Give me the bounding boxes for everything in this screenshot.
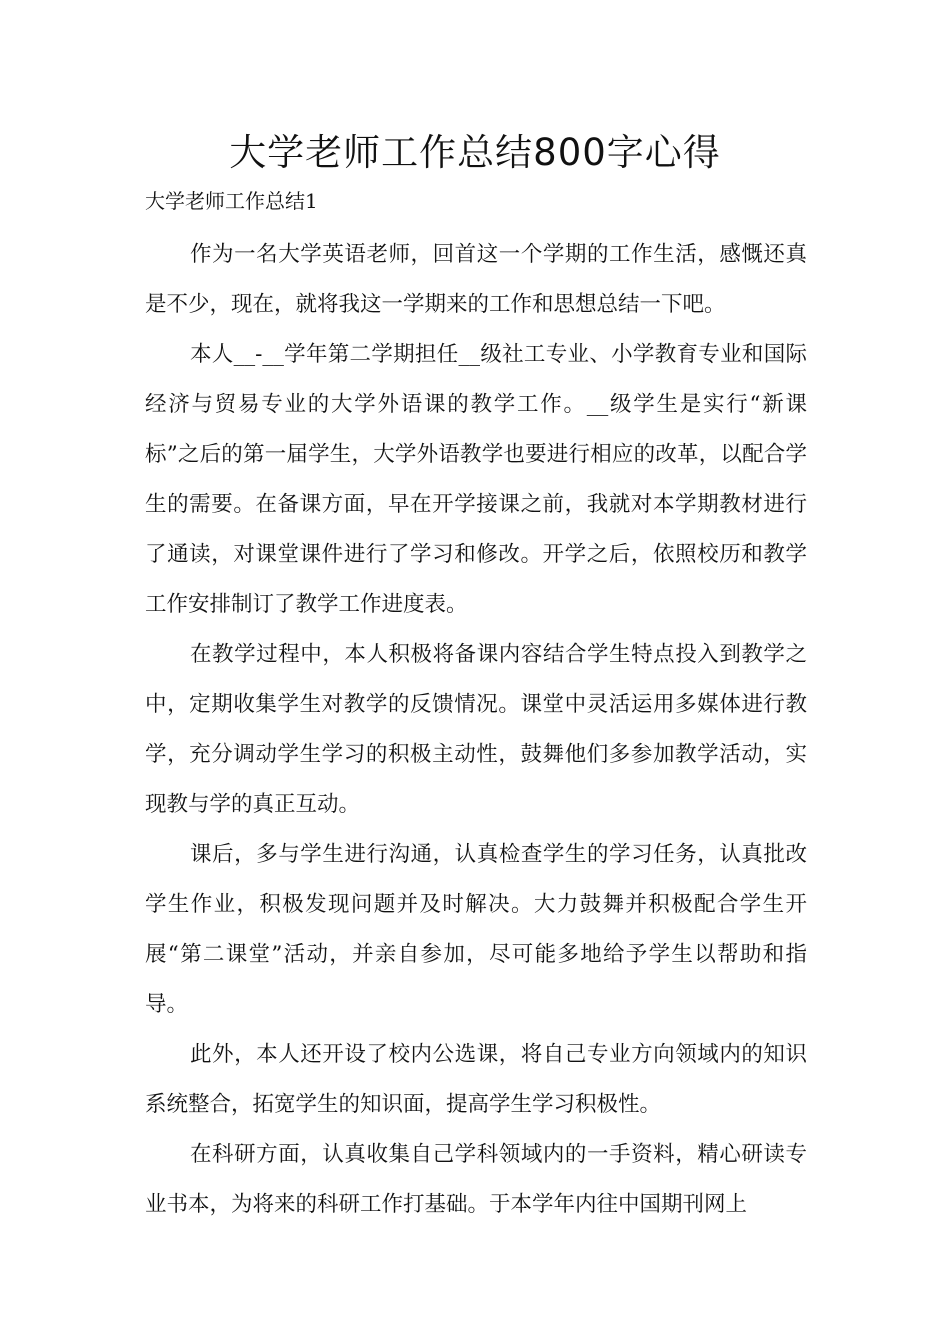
paragraph: 此外，本人还开设了校内公选课，将自己专业方向领域内的知识系统整合，拓宽学生的知识面，提高学生学习积极性。 <box>145 1042 807 1117</box>
paragraph: 本人__-__学年第二学期担任__级社工专业、小学教育专业和国际经济与贸易专业的大学外语课的教学工作。__级学生是实行“新课标”之后的第一届学生，大学外语教学也要进行相应的改革，以配合学生的需要。在备课方面，早在开学接课之前，我就对本学期教材进行了通读，对课堂课件进行了学习和修改。开学之后，依照校历和教学工作安排制订了教学工作进度表。 <box>145 342 807 617</box>
document-title: 大学老师工作总结800字心得 <box>229 131 721 174</box>
paragraph: 在科研方面，认真收集自己学科领域内的一手资料，精心研读专业书本，为将来的科研工作打基础。于本学年内往中国期刊网上 <box>145 1142 807 1217</box>
paragraph: 作为一名大学英语老师，回首这一个学期的工作生活，感慨还真是不少，现在，就将我这一学期来的工作和思想总结一下吧。 <box>145 242 807 317</box>
body-text <box>145 230 807 1230</box>
paragraph: 在教学过程中，本人积极将备课内容结合学生特点投入到教学之中，定期收集学生对教学的反馈情况。课堂中灵活运用多媒体进行教学，充分调动学生学习的积极主动性，鼓舞他们多参加教学活动，实现教与学的真正互动。 <box>145 642 807 817</box>
paragraph: 课后，多与学生进行沟通，认真检查学生的学习任务，认真批改学生作业，积极发现问题并及时解决。大力鼓舞并积极配合学生开展“第二课堂”活动，并亲自参加，尽可能多地给予学生以帮助和指导。 <box>145 842 807 1017</box>
section-heading: 大学老师工作总结1 <box>145 189 318 213</box>
